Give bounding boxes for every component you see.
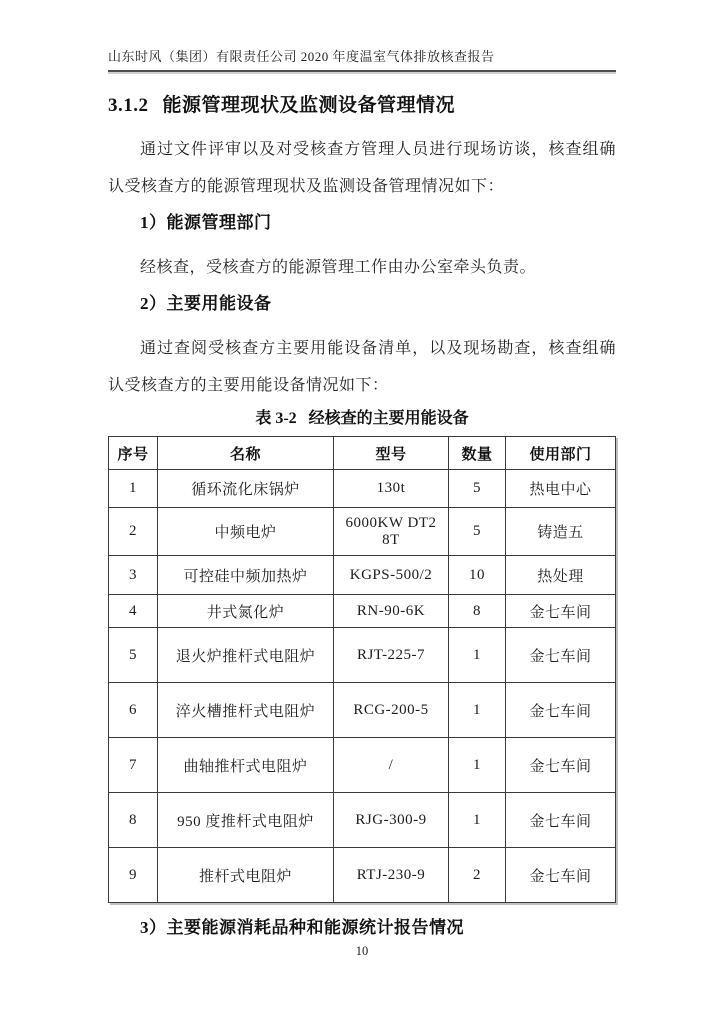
table-cell: 1 bbox=[449, 683, 506, 738]
table-cell: 金七车间 bbox=[506, 738, 616, 793]
table-cell: 铸造五 bbox=[506, 508, 616, 556]
running-header-title: 山东时风（集团）有限责任公司 2020 年度温室气体排放核查报告 bbox=[108, 49, 495, 64]
table-cell: 推杆式电阻炉 bbox=[158, 848, 334, 903]
table-cell: 热电中心 bbox=[506, 470, 616, 508]
paragraph-equipment: 通过查阅受核查方主要用能设备清单，以及现场勘查，核查组确认受核查方的主要用能设备情况如下： bbox=[108, 340, 616, 394]
running-header bbox=[108, 46, 616, 72]
equipment-table bbox=[108, 436, 616, 903]
table-cell: 循环流化床锅炉 bbox=[158, 470, 334, 508]
table-cell: 淬火槽推杆式电阻炉 bbox=[158, 683, 334, 738]
section-number: 3.1.2 bbox=[108, 95, 149, 116]
table-cell: 热处理 bbox=[506, 556, 616, 595]
page-content bbox=[108, 0, 616, 959]
table-cell: 2 bbox=[109, 508, 158, 556]
subheading-energy-dept: 1）能源管理部门 bbox=[140, 213, 272, 232]
table-row bbox=[109, 848, 616, 903]
table-cell: 7 bbox=[109, 738, 158, 793]
table-caption-title: 经核查的主要用能设备 bbox=[308, 410, 469, 427]
table-cell: RN-90-6K bbox=[334, 595, 449, 628]
table-cell: 1 bbox=[449, 628, 506, 683]
paragraph-energy-dept: 经核查，受核查方的能源管理工作由办公室牵头负责。 bbox=[140, 259, 537, 276]
column-header-department: 使用部门 bbox=[506, 437, 616, 470]
table-cell: 金七车间 bbox=[506, 628, 616, 683]
table-cell: 1 bbox=[449, 793, 506, 848]
table-row bbox=[109, 738, 616, 793]
table-cell: 中频电炉 bbox=[158, 508, 334, 556]
subheading-energy-consumption: 3）主要能源消耗品种和能源统计报告情况 bbox=[140, 918, 464, 937]
table-caption-label: 表 3-2 bbox=[255, 410, 297, 427]
table-cell: RTJ-230-9 bbox=[334, 848, 449, 903]
table-cell: 金七车间 bbox=[506, 595, 616, 628]
table-cell: RCG-200-5 bbox=[334, 683, 449, 738]
table-header-row bbox=[109, 437, 616, 470]
table-cell: 6000KW DT2 8T bbox=[334, 508, 449, 556]
table-cell: 2 bbox=[449, 848, 506, 903]
page-number: 10 bbox=[355, 944, 369, 958]
table-cell: 曲轴推杆式电阻炉 bbox=[158, 738, 334, 793]
table-cell: 8 bbox=[109, 793, 158, 848]
table-cell: 退火炉推杆式电阻炉 bbox=[158, 628, 334, 683]
table-cell: 可控硅中频加热炉 bbox=[158, 556, 334, 595]
table-cell: 1 bbox=[109, 470, 158, 508]
table-row bbox=[109, 470, 616, 508]
subheading-equipment: 2）主要用能设备 bbox=[140, 294, 272, 313]
table-cell: KGPS-500/2 bbox=[334, 556, 449, 595]
column-header-quantity: 数量 bbox=[449, 437, 506, 470]
table-row bbox=[109, 508, 616, 556]
table-row bbox=[109, 793, 616, 848]
table-cell: / bbox=[334, 738, 449, 793]
table-cell: 130t bbox=[334, 470, 449, 508]
table-caption bbox=[108, 407, 616, 431]
table-cell: 3 bbox=[109, 556, 158, 595]
table-cell: 1 bbox=[449, 738, 506, 793]
table-cell: 5 bbox=[449, 508, 506, 556]
table-cell: 5 bbox=[109, 628, 158, 683]
column-header-name: 名称 bbox=[158, 437, 334, 470]
table-cell: RJT-225-7 bbox=[334, 628, 449, 683]
table-cell: 8 bbox=[449, 595, 506, 628]
table-cell: 6 bbox=[109, 683, 158, 738]
table-body bbox=[109, 470, 616, 903]
table-cell: 井式氮化炉 bbox=[158, 595, 334, 628]
table-cell: 4 bbox=[109, 595, 158, 628]
table-row bbox=[109, 683, 616, 738]
table-cell: 金七车间 bbox=[506, 793, 616, 848]
table-cell: 950 度推杆式电阻炉 bbox=[158, 793, 334, 848]
table-row bbox=[109, 595, 616, 628]
section-title: 能源管理现状及监测设备管理情况 bbox=[162, 95, 456, 116]
table-row bbox=[109, 628, 616, 683]
table-cell: RJG-300-9 bbox=[334, 793, 449, 848]
table-cell: 9 bbox=[109, 848, 158, 903]
table-cell: 金七车间 bbox=[506, 683, 616, 738]
table-row bbox=[109, 556, 616, 595]
paragraph-intro: 通过文件评审以及对受核查方管理人员进行现场访谈，核查组确认受核查方的能源管理现状及监测设备管理情况如下： bbox=[108, 141, 616, 195]
column-header-model: 型号 bbox=[334, 437, 449, 470]
section-heading bbox=[108, 94, 616, 118]
table-cell: 5 bbox=[449, 470, 506, 508]
column-header-index: 序号 bbox=[109, 437, 158, 470]
table-cell: 10 bbox=[449, 556, 506, 595]
table-cell: 金七车间 bbox=[506, 848, 616, 903]
